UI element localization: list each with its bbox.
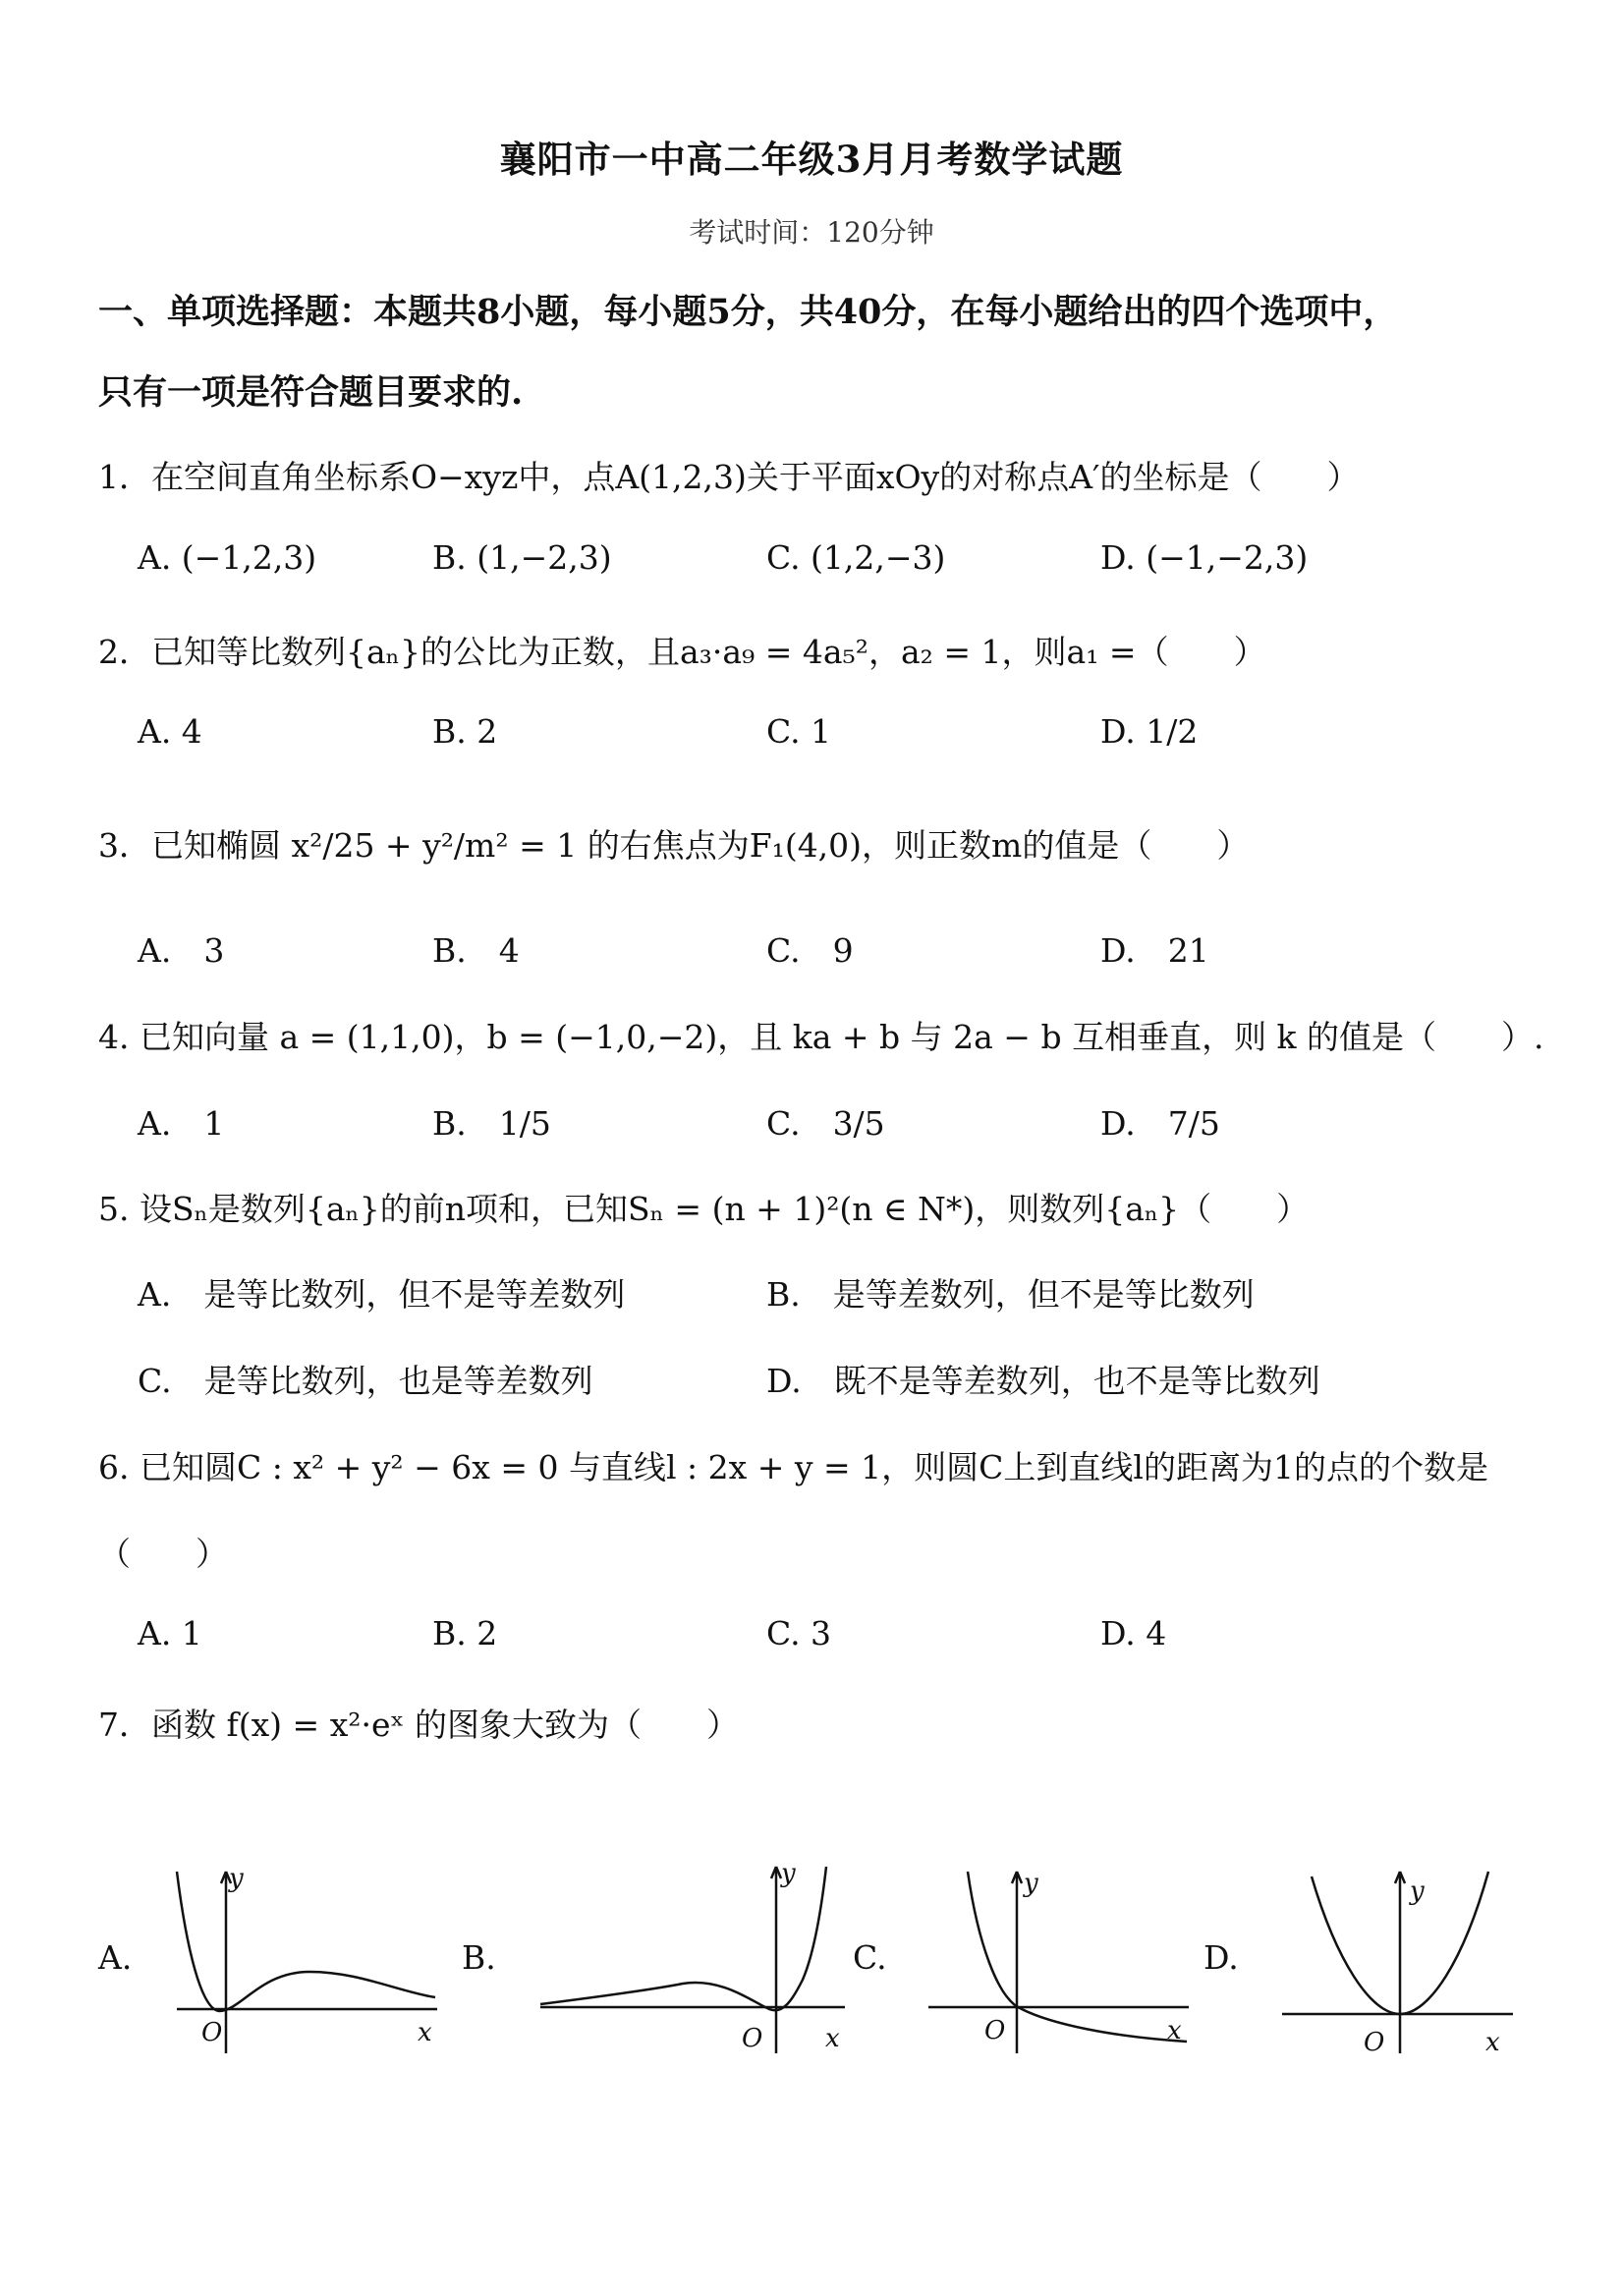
graph-b	[535, 1859, 850, 2058]
section-heading-line1: 一、单项选择题：本题共8小题，每小题5分，共40分，在每小题给出的四个选项中，	[98, 292, 1398, 332]
graph-c-origin-label: O	[984, 2016, 1006, 2045]
question-5-option-a[interactable]: A. 是等比数列，但不是等差数列	[138, 1275, 626, 1314]
question-7-option-d[interactable]: D.	[1203, 1938, 1239, 1977]
question-6-stem: 6. 已知圆C : x² + y² − 6x = 0 与直线l : 2x + y = 1，则圆C上到直线l的距离为1的点的个数是	[98, 1448, 1488, 1486]
question-7-option-c[interactable]: C.	[853, 1938, 887, 1977]
question-5-option-c[interactable]: C. 是等比数列，也是等差数列	[138, 1362, 593, 1400]
graph-d	[1277, 1862, 1523, 2058]
question-6-option-a[interactable]: A. 1	[138, 1614, 202, 1652]
graph-a-y-label: y	[229, 1864, 244, 1893]
question-5-option-b[interactable]: B. 是等差数列，但不是等比数列	[766, 1275, 1255, 1314]
page-title: 襄阳市一中高二年级3月月考数学试题	[499, 138, 1124, 181]
graph-d-origin-label: O	[1364, 2028, 1385, 2057]
question-2-option-c[interactable]: C. 1	[766, 712, 832, 751]
question-4-option-c[interactable]: C. 3/5	[766, 1104, 885, 1143]
graph-b-origin-label: O	[742, 2024, 763, 2053]
question-7-stem: 7．函数 f(x) = x²·eˣ 的图象大致为（ ）	[98, 1706, 740, 1744]
question-2-option-b[interactable]: B. 2	[432, 712, 498, 751]
question-3-stem: 3．已知椭圆 x²/25 + y²/m² = 1 的右焦点为F₁(4,0)，则正数m的值是（ ）	[98, 826, 1250, 865]
question-7-option-b[interactable]: B.	[462, 1938, 496, 1977]
question-3-option-a[interactable]: A. 3	[138, 931, 225, 970]
question-1-option-d[interactable]: D. (−1,−2,3)	[1100, 538, 1309, 577]
question-1-option-b[interactable]: B. (1,−2,3)	[432, 538, 612, 577]
graph-b-x-label: x	[825, 2024, 840, 2053]
question-1-stem: 1．在空间直角坐标系O−xyz中，点A(1,2,3)关于平面xOy的对称点A′的坐标是（ ）	[98, 458, 1360, 496]
graph-c-x-label: x	[1167, 2016, 1182, 2045]
graph-a-curve	[177, 1872, 435, 2011]
question-2-option-d[interactable]: D. 1/2	[1100, 712, 1199, 751]
question-6-option-c[interactable]: C. 3	[766, 1614, 832, 1652]
question-3-option-b[interactable]: B. 4	[432, 931, 520, 970]
question-2-option-a[interactable]: A. 4	[138, 712, 202, 751]
graph-c-y-label: y	[1024, 1869, 1038, 1898]
graph-d-y-label: y	[1410, 1876, 1425, 1906]
exam-duration: 考试时间：120分钟	[689, 216, 934, 249]
question-1-option-c[interactable]: C. (1,2,−3)	[766, 538, 946, 577]
question-2-stem: 2．已知等比数列{aₙ}的公比为正数，且a₃·a₉ = 4a₅²，a₂ = 1，则a₁ =（ ）	[98, 633, 1266, 671]
section-heading-line2: 只有一项是符合题目要求的.	[98, 372, 524, 413]
graph-d-x-label: x	[1485, 2028, 1500, 2057]
graph-a-origin-label: O	[201, 2018, 223, 2047]
question-5-stem: 5. 设Sₙ是数列{aₙ}的前n项和，已知Sₙ = (n + 1)²(n ∈ N*)，则数列{aₙ}（ ）	[98, 1190, 1310, 1228]
question-7-option-a[interactable]: A.	[98, 1938, 133, 1977]
graph-a-x-label: x	[418, 2018, 432, 2047]
question-4-option-a[interactable]: A. 1	[138, 1104, 225, 1143]
graph-c	[923, 1862, 1199, 2058]
question-5-option-d[interactable]: D. 既不是等差数列，也不是等比数列	[766, 1362, 1320, 1400]
question-1-option-a[interactable]: A. (−1,2,3)	[138, 538, 317, 577]
graph-b-y-label: y	[781, 1859, 796, 1888]
question-4-option-b[interactable]: B. 1/5	[432, 1104, 551, 1143]
question-6-option-b[interactable]: B. 2	[432, 1614, 498, 1652]
question-4-option-d[interactable]: D. 7/5	[1100, 1104, 1220, 1143]
question-6-answer-blank: （ ）	[98, 1535, 228, 1573]
graph-a	[172, 1862, 447, 2058]
question-4-stem: 4. 已知向量 a = (1,1,0)，b = (−1,0,−2)，且 ka + b 与 2a − b 互相垂直，则 k 的值是（ ）.	[98, 1018, 1544, 1056]
question-6-option-d[interactable]: D. 4	[1100, 1614, 1167, 1652]
question-3-option-c[interactable]: C. 9	[766, 931, 854, 970]
question-3-option-d[interactable]: D. 21	[1100, 931, 1209, 970]
